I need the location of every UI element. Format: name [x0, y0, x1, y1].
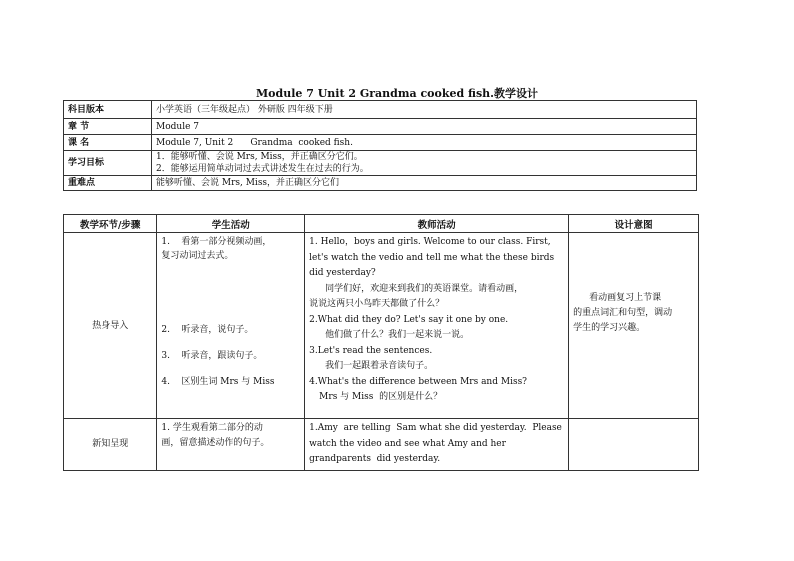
- design-line: 学生的学习兴趣。: [573, 323, 646, 333]
- student-line: 画，留意描述动作的句子。: [161, 438, 270, 448]
- student-cell: [157, 233, 305, 419]
- teacher-line: did yesterday?: [309, 268, 376, 278]
- teacher-line: 他们做了什么？我们一起来说一说。: [325, 330, 470, 340]
- stage-cell: 热身导入: [64, 233, 157, 419]
- student-line: 复习动词过去式。: [161, 251, 234, 261]
- design-line: 的重点词汇和句型，调动: [573, 308, 673, 318]
- design-line: 看动画复习上节课: [589, 293, 662, 303]
- lesson-value: Module 7, Unit 2 Grandma cooked fish.: [152, 135, 697, 151]
- teacher-line: 我们一起跟着录音读句子。: [325, 361, 434, 371]
- teacher-line: 说说这两只小鸟昨天都做了什么？: [309, 299, 445, 309]
- teacher-line: 4.What's the difference between Mrs and Miss?: [309, 376, 528, 387]
- teacher-line: 2.What did they do? Let's say it one by one.: [309, 314, 509, 325]
- page-title: Module 7 Unit 2 Grandma cooked fish.教学设计: [256, 87, 538, 100]
- teacher-line: 3.Let's read the sentences.: [309, 345, 433, 356]
- subject-value: 小学英语（三年级起点） 外研版 四年级下册: [152, 101, 697, 119]
- goal-item: 1．能够听懂、会说 Mrs, Miss，并正确区分它们。: [156, 152, 363, 162]
- info-table: [63, 100, 697, 191]
- design-cell: [569, 233, 699, 419]
- teacher-line: 1. Hello，boys and girls. Welcome to our class. First,: [309, 237, 551, 247]
- lesson-label: 课 名: [64, 135, 152, 151]
- student-line: 1. 学生观看第二部分的动: [161, 423, 263, 433]
- key-label: 重难点: [64, 176, 152, 191]
- student-line: 2. 听录音，说句子。: [161, 325, 254, 335]
- goals-value: [152, 151, 697, 176]
- table-row: [64, 233, 699, 419]
- teacher-line: 1.Amy are telling Sam what she did yesterday. Please: [309, 423, 562, 433]
- header-student: 学生活动: [157, 215, 305, 233]
- stage-cell: 新知呈现: [64, 419, 157, 471]
- teacher-line: Mrs 与 Miss 的区别是什么？: [319, 392, 443, 402]
- teacher-line: grandparents did yesterday.: [309, 454, 441, 464]
- teacher-line: 同学们好，欢迎来到我们的英语课堂。请看动画，: [325, 283, 524, 294]
- header-stage: 教学环节/步骤: [64, 215, 157, 233]
- teacher-cell: [305, 233, 569, 419]
- teacher-line: watch the video and see what Amy and her: [309, 438, 506, 449]
- student-cell: [157, 419, 305, 471]
- student-line: 4. 区别生词 Mrs 与 Miss: [161, 377, 275, 387]
- table-row: [64, 419, 699, 471]
- chapter-label: 章 节: [64, 119, 152, 135]
- teacher-line: let's watch the vedio and tell me what the these birds: [309, 252, 555, 263]
- key-value: 能够听懂、会说 Mrs, Miss，并正确区分它们: [152, 176, 697, 191]
- activity-table: [63, 214, 699, 471]
- teacher-cell: [305, 419, 569, 471]
- design-cell: [569, 419, 699, 471]
- subject-label: 科目版本: [64, 101, 152, 119]
- header-teacher: 教师活动: [305, 215, 569, 233]
- student-line: 3. 听录音，跟读句子。: [161, 351, 263, 361]
- header-design: 设计意图: [569, 215, 699, 233]
- student-line: 1. 看第一部分视频动画，: [161, 237, 272, 247]
- goal-item: 2．能够运用简单动词过去式讲述发生在过去的行为。: [156, 164, 369, 174]
- chapter-value: Module 7: [152, 119, 697, 135]
- goals-label: 学习目标: [64, 151, 152, 176]
